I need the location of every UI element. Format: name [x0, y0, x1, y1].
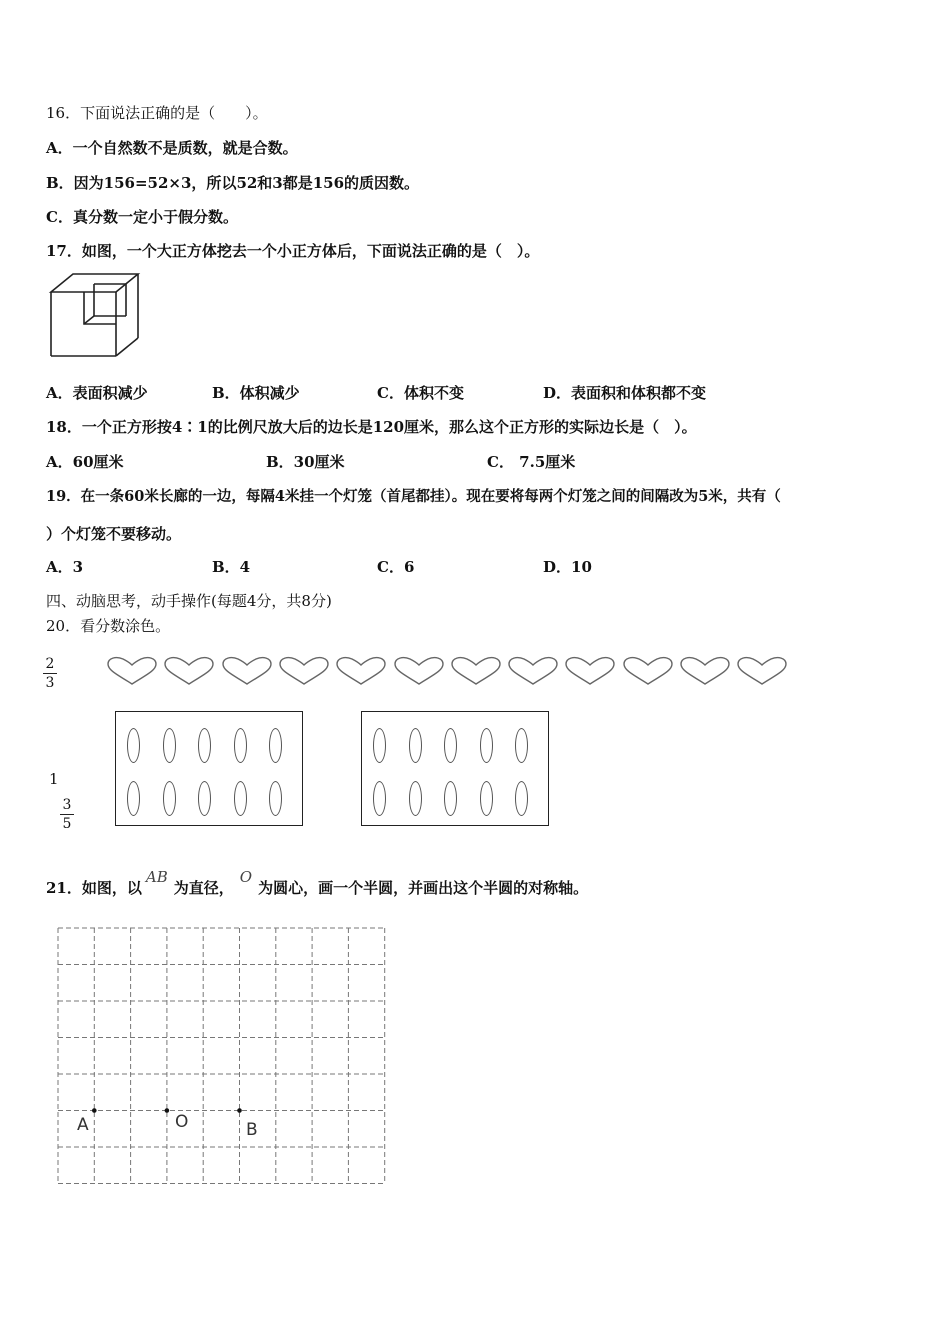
section-4-title: 四、动脑思考，动手操作(每题4分，共8分) [46, 592, 332, 610]
q21-stem-prefix: 21．如图，以 [46, 879, 142, 897]
oval-shape[interactable] [373, 781, 386, 816]
oval-shape[interactable] [515, 728, 528, 763]
oval-shape[interactable] [409, 728, 422, 763]
cube-figure [46, 270, 142, 360]
oval-shape[interactable] [444, 728, 457, 763]
heart-shape[interactable] [564, 655, 616, 687]
q18-stem: 18．一个正方形按4∶1的比例尺放大后的边长是120厘米，那么这个正方形的实际边长是（ ）。 [46, 418, 697, 436]
oval-box-2[interactable] [361, 711, 549, 826]
fraction-numerator: 3 [62, 797, 72, 813]
label-ab: AB [145, 868, 168, 886]
heart-shape[interactable] [622, 655, 674, 687]
oval-shape[interactable] [234, 728, 247, 763]
heart-shape[interactable] [736, 655, 788, 687]
oval-shape[interactable] [163, 728, 176, 763]
q18-option-a: A．60厘米 [46, 453, 124, 471]
q19-option-a: A．3 [46, 558, 84, 576]
q16-stem: 16．下面说法正确的是（ ）。 [46, 104, 268, 122]
q16-option-b: B．因为156=52×3，所以52和3都是156的质因数。 [46, 174, 420, 192]
heart-shape[interactable] [278, 655, 330, 687]
q17-option-b: B．体积减少 [212, 384, 300, 402]
fraction-numerator: 2 [45, 656, 55, 672]
q16-option-c: C．真分数一定小于假分数。 [46, 208, 238, 226]
oval-shape[interactable] [163, 781, 176, 816]
heart-shape[interactable] [450, 655, 502, 687]
oval-shape[interactable] [409, 781, 422, 816]
dashed-grid[interactable] [55, 925, 390, 1187]
fraction-two-thirds [43, 656, 57, 691]
q21-stem-mid: 为直径， [173, 879, 234, 897]
q17-option-c: C．体积不变 [377, 384, 464, 402]
fraction-denominator: 5 [62, 816, 72, 832]
q19-option-d: D．10 [543, 558, 592, 576]
q19-option-c: C．6 [377, 558, 415, 576]
q17-option-d: D．表面积和体积都不变 [543, 384, 707, 402]
fraction-three-fifths [60, 797, 74, 832]
heart-shape[interactable] [221, 655, 273, 687]
fraction-denominator: 3 [45, 675, 55, 691]
point-b-label: B [246, 1120, 258, 1140]
hearts-row [106, 655, 796, 691]
oval-shape[interactable] [127, 728, 140, 763]
point-a-dot [92, 1108, 97, 1113]
oval-shape[interactable] [198, 728, 211, 763]
q21-stem-suffix: 为圆心，画一个半圆，并画出这个半圆的对称轴。 [258, 879, 589, 897]
oval-shape[interactable] [234, 781, 247, 816]
q21-stem [46, 868, 589, 898]
oval-shape[interactable] [373, 728, 386, 763]
q17-option-a: A．表面积减少 [46, 384, 148, 402]
point-a-label: A [77, 1115, 89, 1135]
oval-shape[interactable] [127, 781, 140, 816]
heart-shape[interactable] [679, 655, 731, 687]
oval-shape[interactable] [515, 781, 528, 816]
q19-stem-line2: ）个灯笼不要移动。 [46, 525, 182, 543]
point-o-label: O [175, 1112, 189, 1132]
oval-shape[interactable] [198, 781, 211, 816]
fraction-bar [60, 814, 74, 815]
oval-shape[interactable] [444, 781, 457, 816]
label-o: O [239, 868, 253, 886]
q18-option-b: B．30厘米 [266, 453, 345, 471]
q16-option-a: A．一个自然数不是质数，就是合数。 [46, 139, 298, 157]
mixed-number-whole: 1 [49, 770, 59, 788]
q19-stem-line1: 19．在一条60米长廊的一边，每隔4米挂一个灯笼（首尾都挂）。现在要将每两个灯笼之间的间隔改为5米，共有（ [46, 488, 781, 505]
fraction-bar [43, 673, 57, 674]
q20-stem: 20．看分数涂色。 [46, 617, 171, 635]
oval-shape[interactable] [480, 781, 493, 816]
heart-shape[interactable] [106, 655, 158, 687]
oval-shape[interactable] [269, 781, 282, 816]
oval-box-1[interactable] [115, 711, 303, 826]
heart-shape[interactable] [163, 655, 215, 687]
point-b-dot [237, 1108, 242, 1113]
heart-shape[interactable] [507, 655, 559, 687]
point-o-dot [165, 1108, 170, 1113]
oval-shape[interactable] [480, 728, 493, 763]
oval-shape[interactable] [269, 728, 282, 763]
q18-option-c: C． 7.5厘米 [487, 453, 576, 471]
heart-shape[interactable] [335, 655, 387, 687]
q17-stem: 17．如图，一个大正方体挖去一个小正方体后，下面说法正确的是（ ）。 [46, 242, 540, 260]
q19-option-b: B．4 [212, 558, 251, 576]
heart-shape[interactable] [393, 655, 445, 687]
